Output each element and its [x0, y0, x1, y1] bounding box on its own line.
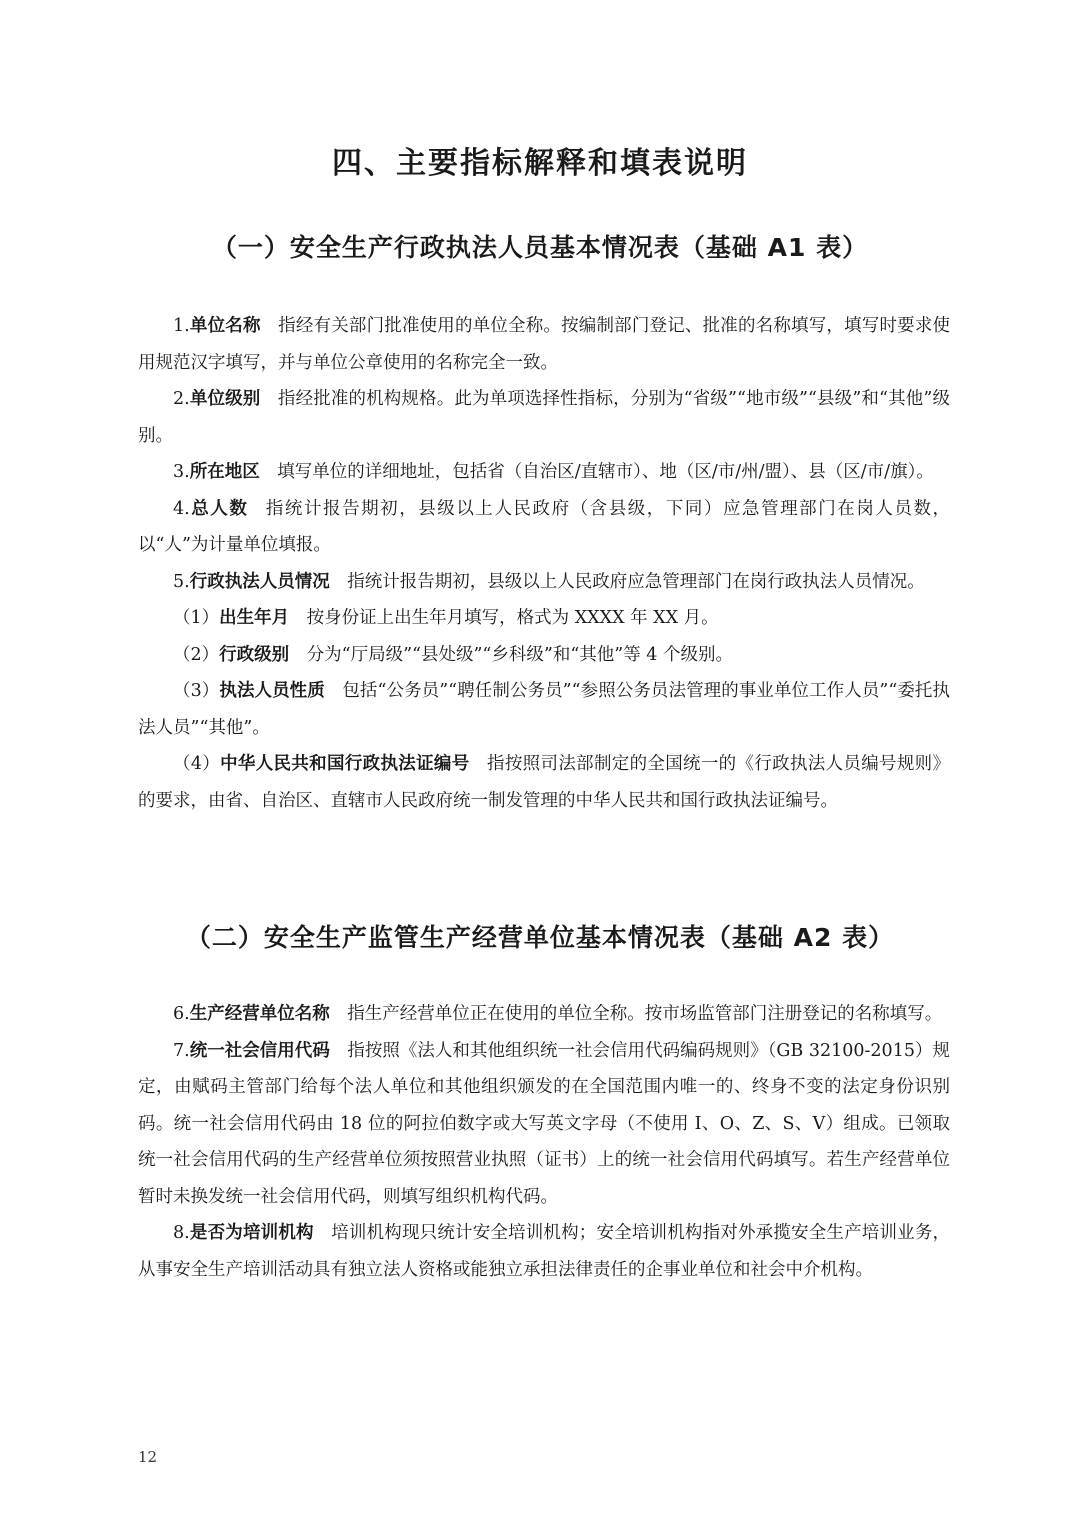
item-text: 指统计报告期初，县级以上人民政府（含县级，下同）应急管理部门在岗人员数，以“人”为计量单位填报。: [138, 498, 951, 555]
list-item: [138, 381, 950, 454]
page-number: 12: [138, 1448, 158, 1466]
list-item: [138, 1033, 950, 1216]
item-number: 3.: [173, 462, 190, 482]
item-number: （4）: [173, 754, 221, 774]
item-text: 指生产经营单位正在使用的单位全称。按市场监管部门注册登记的名称填写。: [347, 1004, 943, 1024]
list-item: [138, 673, 950, 746]
item-term: 所在地区: [189, 462, 260, 482]
item-number: 8.: [173, 1223, 190, 1243]
item-term: 总人数: [189, 498, 249, 519]
item-text: 指经批准的机构规格。此为单项选择性指标，分别为“省级”“地市级”“县级”和“其他”级别。: [138, 389, 951, 446]
item-text: 指统计报告期初，县级以上人民政府应急管理部门在岗行政执法人员情况。: [347, 571, 925, 592]
item-number: （1）: [173, 608, 220, 628]
list-item: [138, 1215, 950, 1288]
item-number: 5.: [173, 571, 190, 592]
item-term: 统一社会信用代码: [189, 1040, 330, 1061]
list-item: [138, 996, 950, 1033]
item-number: 1.: [173, 316, 190, 336]
item-term: 行政级别: [219, 644, 290, 665]
item-term: 单位级别: [189, 389, 261, 409]
item-term: 中华人民共和国行政执法证编号: [220, 754, 470, 774]
item-text: 培训机构现只统计安全培训机构；安全培训机构指对外承揽安全生产培训业务，从事安全生产培训活动具有独立法人资格或能独立承担法律责任的企事业单位和社会中介机构。: [138, 1223, 951, 1280]
list-item: [138, 746, 950, 819]
item-text: 指经有关部门批准使用的单位全称。按编制部门登记、批准的名称填写，填写时要求使用规范汉字填写，并与单位公章使用的名称完全一致。: [138, 316, 951, 373]
list-item: [138, 491, 950, 564]
item-text: 指按照《法人和其他组织统一社会信用代码编码规则》（GB 32100-2015）规定，由赋码主管部门给每个法人单位和其他组织颁发的在全国范围内唯一的、终身不变的法定身份识别码。统一社会信用代码由 18 位的阿拉伯数字或大写英文字母（不使用 I、O、Z、S、V）组成。已领取统一社会信用代码的生产经营单位须按照营业执照（证书）上的统一社会信用代码填写。若生产经营单位暂时未换发统一社会信用代码，则填写组织机构代码。: [138, 1040, 950, 1207]
item-number: 6.: [173, 1004, 190, 1024]
item-number: 7.: [173, 1040, 190, 1061]
list-item: [138, 564, 950, 601]
item-text: 按身份证上出生年月填写，格式为 XXXX 年 XX 月。: [306, 608, 719, 628]
section-body-a1: [138, 308, 950, 819]
section-title: （一）安全生产行政执法人员基本情况表（基础 A1 表）: [211, 233, 869, 262]
section-body-a2: [138, 996, 950, 1288]
item-term: 单位名称: [189, 316, 261, 336]
item-text: 分为“厅局级”“县处级”“乡科级”和“其他”等 4 个级别。: [306, 644, 733, 665]
item-text: 填写单位的详细地址，包括省（自治区/直辖市）、地（区/市/州/盟）、县（区/市/旗）。: [277, 462, 934, 482]
list-item: [138, 637, 950, 674]
item-text: 指按照司法部制定的全国统一的《行政执法人员编号规则》的要求，由省、自治区、直辖市人民政府统一制发管理的中华人民共和国行政执法证编号。: [138, 754, 950, 811]
item-term: 生产经营单位名称: [189, 1004, 330, 1024]
item-number: 4.: [173, 498, 190, 519]
item-text: 包括“公务员”“聘任制公务员”“参照公务员法管理的事业单位工作人员”“委托执法人员”“其他”。: [138, 681, 951, 738]
list-item: [138, 600, 950, 637]
item-term: 出生年月: [219, 608, 290, 628]
list-item: [138, 308, 950, 381]
item-term: 是否为培训机构: [189, 1223, 314, 1243]
item-number: 2.: [173, 389, 190, 409]
item-number: （2）: [173, 644, 220, 665]
list-item: [138, 454, 950, 491]
section-title: （二）安全生产监管生产经营单位基本情况表（基础 A2 表）: [185, 923, 895, 952]
item-term: 行政执法人员情况: [189, 571, 330, 592]
page-title: 四、主要指标解释和填表说明: [332, 146, 748, 181]
item-number: （3）: [173, 681, 220, 701]
item-term: 执法人员性质: [219, 681, 325, 701]
